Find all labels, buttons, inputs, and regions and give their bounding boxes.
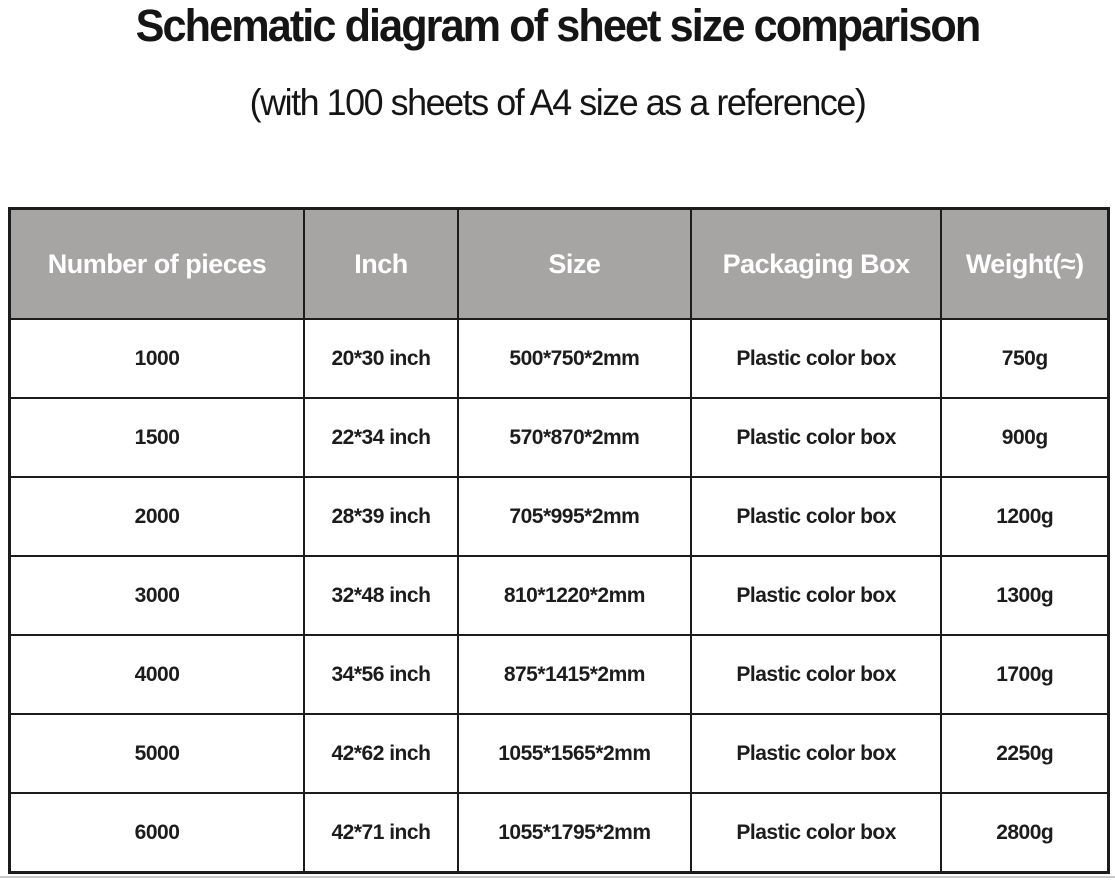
table-row [10, 477, 1109, 556]
cell-inch: 28*39 inch [304, 477, 458, 556]
cell-pieces: 1500 [10, 398, 305, 477]
column-header-pieces: Number of pieces [10, 209, 305, 320]
page-subtitle: (with 100 sheets of A4 size as a reference) [249, 82, 866, 123]
column-header-inch: Inch [304, 209, 458, 320]
sheet-size-comparison-table [8, 207, 1110, 874]
cell-weight: 1300g [941, 556, 1108, 635]
cell-pieces: 5000 [10, 714, 305, 793]
cell-size: 875*1415*2mm [458, 635, 691, 714]
cell-weight: 750g [941, 319, 1108, 398]
table-row [10, 556, 1109, 635]
cell-size: 810*1220*2mm [458, 556, 691, 635]
page-title: Schematic diagram of sheet size comparison [135, 0, 980, 51]
column-header-weight: Weight(≈) [941, 209, 1108, 320]
cell-packaging-box: Plastic color box [691, 398, 942, 477]
cell-size: 500*750*2mm [458, 319, 691, 398]
table-row [10, 793, 1109, 873]
cropped-next-section-line [0, 876, 1115, 878]
cell-inch: 20*30 inch [304, 319, 458, 398]
cell-size: 570*870*2mm [458, 398, 691, 477]
table-row [10, 398, 1109, 477]
cell-packaging-box: Plastic color box [691, 714, 942, 793]
cell-pieces: 6000 [10, 793, 305, 873]
column-header-packaging-box: Packaging Box [691, 209, 942, 320]
cell-packaging-box: Plastic color box [691, 319, 942, 398]
cell-pieces: 1000 [10, 319, 305, 398]
cell-inch: 42*62 inch [304, 714, 458, 793]
cell-inch: 22*34 inch [304, 398, 458, 477]
cell-size: 1055*1795*2mm [458, 793, 691, 873]
cell-weight: 1700g [941, 635, 1108, 714]
cell-inch: 42*71 inch [304, 793, 458, 873]
cell-pieces: 3000 [10, 556, 305, 635]
cell-packaging-box: Plastic color box [691, 556, 942, 635]
cell-inch: 34*56 inch [304, 635, 458, 714]
cell-size: 1055*1565*2mm [458, 714, 691, 793]
table-header-row [10, 209, 1109, 320]
cell-packaging-box: Plastic color box [691, 477, 942, 556]
table-row [10, 714, 1109, 793]
cell-weight: 2800g [941, 793, 1108, 873]
cell-packaging-box: Plastic color box [691, 793, 942, 873]
cell-packaging-box: Plastic color box [691, 635, 942, 714]
cell-pieces: 2000 [10, 477, 305, 556]
column-header-size: Size [458, 209, 691, 320]
cell-inch: 32*48 inch [304, 556, 458, 635]
cell-size: 705*995*2mm [458, 477, 691, 556]
table-row [10, 635, 1109, 714]
cell-weight: 2250g [941, 714, 1108, 793]
cell-weight: 1200g [941, 477, 1108, 556]
table-row [10, 319, 1109, 398]
cell-pieces: 4000 [10, 635, 305, 714]
cell-weight: 900g [941, 398, 1108, 477]
